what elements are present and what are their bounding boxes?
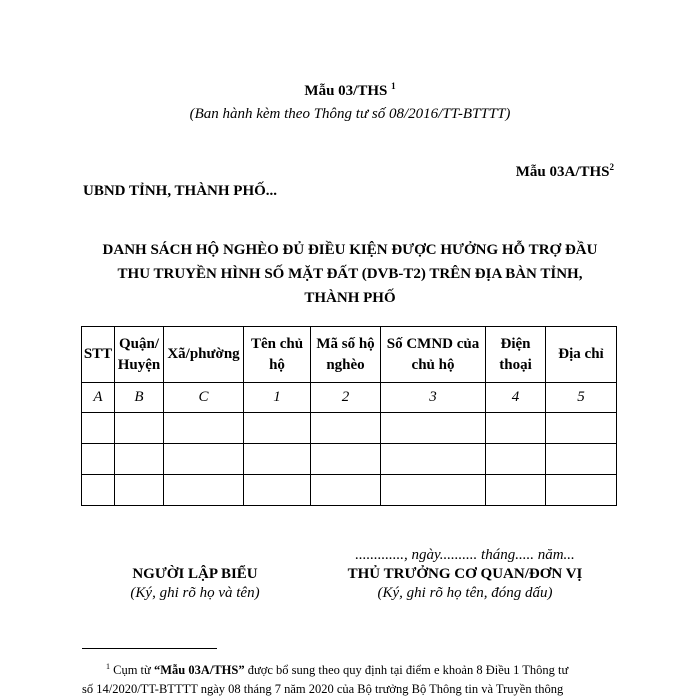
- column-code: A: [82, 383, 115, 413]
- column-header: [311, 327, 381, 383]
- table-cell: [115, 444, 164, 475]
- column-header: [381, 327, 486, 383]
- column-header-text: Tên chủ: [250, 335, 304, 352]
- column-header-text: Huyện: [117, 356, 161, 373]
- preparer-title: NGƯỜI LẬP BIỂU: [132, 566, 258, 582]
- footnote-bold-phrase: “Mẫu 03A/THS”: [153, 663, 245, 678]
- table-cell: [244, 444, 311, 475]
- footnote-text-after: được bổ sung theo quy định tại điểm e khoản 8 Điều 1 Thông tư: [244, 663, 569, 678]
- footnote-ref-1[interactable]: 1: [391, 81, 396, 91]
- table-cell: [546, 444, 617, 475]
- table-cell: [82, 413, 115, 444]
- table-cell: [115, 475, 164, 506]
- table-cell: [82, 444, 115, 475]
- column-header: [164, 327, 244, 383]
- column-code-row: [82, 383, 617, 413]
- footnote-line-1: [82, 657, 619, 680]
- table-cell: [164, 475, 244, 506]
- table-row: [82, 475, 617, 506]
- table-cell: [164, 413, 244, 444]
- table-cell: [546, 413, 617, 444]
- organization-name: UBND TỈNH, THÀNH PHỐ...: [83, 183, 278, 199]
- column-code: 5: [546, 383, 617, 413]
- table-row: [82, 444, 617, 475]
- column-header: [244, 327, 311, 383]
- table-header-row: [82, 327, 617, 383]
- table-cell: [486, 475, 546, 506]
- table-cell: [546, 475, 617, 506]
- table-cell: [82, 475, 115, 506]
- column-header-text: chủ hộ: [411, 356, 455, 373]
- head-of-agency-signature-note: (Ký, ghi rõ họ tên, đóng dấu): [377, 585, 553, 601]
- form-code: [0, 81, 700, 100]
- footnote-divider: [82, 648, 217, 649]
- table-cell: [164, 444, 244, 475]
- document-title: [80, 238, 620, 310]
- column-header: [546, 327, 617, 383]
- table-cell: [311, 475, 381, 506]
- title-line-2: THU TRUYỀN HÌNH SỐ MẶT ĐẤT (DVB-T2) TRÊN ĐỊA BÀN TỈNH,: [117, 266, 583, 282]
- table-row: [82, 413, 617, 444]
- form-code-text: Mẫu 03/THS: [304, 83, 388, 99]
- table-cell: [115, 413, 164, 444]
- column-header-text: Số CMND của: [386, 335, 480, 352]
- column-code: C: [164, 383, 244, 413]
- column-header-text: Địa chỉ: [558, 346, 604, 362]
- table-cell: [311, 444, 381, 475]
- table-cell: [244, 413, 311, 444]
- household-list-table: [81, 326, 617, 506]
- date-line: ............., ngày.......... tháng..... năm...: [355, 547, 575, 563]
- issued-by-note: (Ban hành kèm theo Thông tư số 08/2016/TT-BTTTT): [189, 106, 511, 122]
- column-header-text: Xã/phường: [167, 346, 240, 362]
- table-cell: [381, 475, 486, 506]
- column-header-text: nghèo: [326, 356, 365, 373]
- table-cell: [381, 413, 486, 444]
- column-code: 3: [381, 383, 486, 413]
- column-code: 1: [244, 383, 311, 413]
- table-cell: [244, 475, 311, 506]
- footnote-line-2: số 14/2020/TT-BTTTT ngày 08 tháng 7 năm 2020 của Bộ trưởng Bộ Thông tin và Truyền thông: [82, 682, 564, 697]
- column-header-text: Điện: [500, 335, 531, 352]
- column-header: [115, 327, 164, 383]
- column-header-text: Quận/: [118, 335, 160, 352]
- column-header: [486, 327, 546, 383]
- column-header: [82, 327, 115, 383]
- column-code: 2: [311, 383, 381, 413]
- column-code: 4: [486, 383, 546, 413]
- table-cell: [311, 413, 381, 444]
- column-header-text: hộ: [269, 356, 285, 373]
- title-line-3: THÀNH PHỐ: [304, 290, 396, 306]
- table-cell: [486, 444, 546, 475]
- column-code: B: [115, 383, 164, 413]
- table-cell: [381, 444, 486, 475]
- preparer-signature-note: (Ký, ghi rõ họ và tên): [130, 585, 260, 601]
- column-header-text: Mã số hộ: [316, 335, 375, 352]
- footnote-ref-2[interactable]: 2: [609, 162, 614, 172]
- footnote: [82, 657, 619, 699]
- column-header-text: STT: [83, 346, 113, 362]
- title-line-1: DANH SÁCH HỘ NGHÈO ĐỦ ĐIỀU KIỆN ĐƯỢC HƯỞNG HỖ TRỢ ĐẦU: [102, 242, 598, 258]
- head-of-agency-title: THỦ TRƯỞNG CƠ QUAN/ĐƠN VỊ: [347, 566, 583, 582]
- subform-code-text: Mẫu 03A/THS: [515, 164, 610, 180]
- footnote-marker: 1: [106, 662, 110, 671]
- column-header-text: thoại: [499, 356, 532, 373]
- table-cell: [486, 413, 546, 444]
- subform-code: [470, 162, 614, 181]
- footnote-text-before: Cụm từ: [110, 663, 154, 678]
